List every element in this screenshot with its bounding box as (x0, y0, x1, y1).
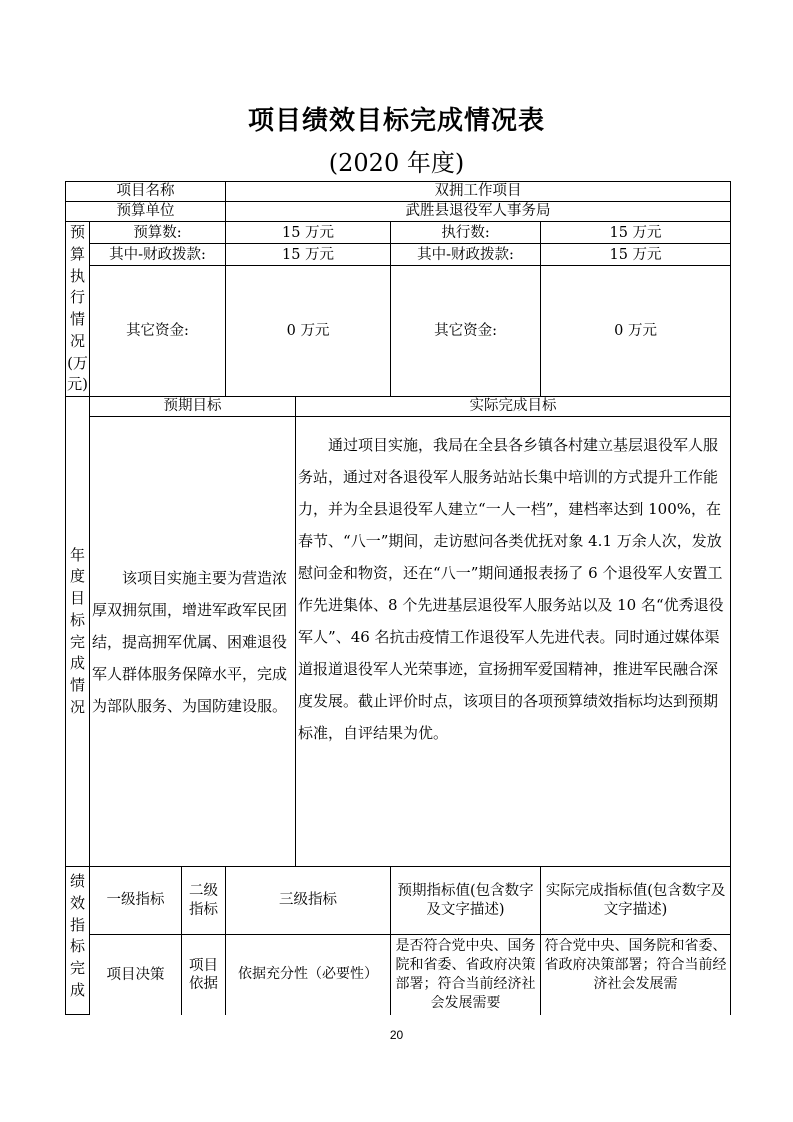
other-funds-row (66, 266, 731, 397)
budget-value: 15 万元 (226, 222, 391, 244)
budget-label: 预算数: (90, 222, 226, 244)
label-char: 元) (67, 375, 88, 394)
page-number: 20 (389, 1028, 404, 1042)
executed-value: 15 万元 (541, 222, 731, 244)
budget-exec-label (66, 222, 90, 397)
indicator-expected: 是否符合党中央、国务院和省委、省政府决策部署；符合当前经济社会发展需要 (391, 935, 541, 1015)
other-funds-exec-label: 其它资金: (391, 266, 541, 397)
label-char: 况 (69, 697, 85, 716)
page-title: 项目绩效目标完成情况表 (247, 106, 545, 136)
label-char: 年 (69, 545, 85, 564)
label-char: (万 (67, 353, 88, 372)
label-char: 度 (69, 567, 85, 586)
label-char: 况 (69, 331, 85, 350)
table-row (66, 935, 731, 1015)
fiscal-executed-value: 15 万元 (541, 244, 731, 266)
goal-content-row (66, 417, 731, 867)
label-char: 情 (69, 676, 85, 694)
project-name-label: 项目名称 (66, 182, 226, 202)
fiscal-executed-label: 其中-财政拨款: (391, 244, 541, 266)
label-char: 指 (69, 915, 85, 934)
label-char: 预 (69, 223, 85, 241)
label-char: 行 (69, 288, 85, 307)
label-char: 完 (69, 959, 85, 977)
level2-header: 二级指标 (182, 867, 226, 935)
other-funds-value: 0 万元 (226, 266, 391, 397)
label-char: 情 (69, 310, 85, 328)
budget-unit-row (66, 202, 731, 222)
label-char: 执 (69, 266, 85, 285)
indicator-level3: 依据充分性（必要性） (226, 935, 391, 1015)
other-funds-label: 其它资金: (90, 266, 226, 397)
annual-goal-label (66, 397, 90, 867)
indicator-level1: 项目决策 (90, 935, 182, 1015)
expected-goal-text: 该项目实施主要为营造浓厚双拥氛围，增进军政军民团结，提高拥军优属、困难退役军人群体服务保障水平，完成为部队服务、为国防建设服。 (90, 417, 296, 867)
other-funds-exec-value: 0 万元 (541, 266, 731, 397)
budget-row (66, 222, 731, 244)
project-name-value: 双拥工作项目 (226, 182, 731, 202)
label-char: 标 (69, 610, 85, 629)
indicator-level2: 项目依据 (182, 935, 226, 1015)
indicator-header-row (66, 867, 731, 935)
label-char: 标 (69, 937, 85, 956)
perf-indicator-label (66, 867, 90, 1015)
project-name-row (66, 182, 731, 202)
label-char: 绩 (69, 872, 85, 890)
label-char: 成 (69, 980, 85, 999)
goal-header-row (66, 397, 731, 417)
actual-indicator-header: 实际完成指标值(包含数字及文字描述) (541, 867, 731, 935)
fiscal-budget-value: 15 万元 (226, 244, 391, 266)
label-char: 效 (69, 893, 85, 912)
fiscal-budget-label: 其中-财政拨款: (90, 244, 226, 266)
indicator-actual: 符合党中央、国务院和省委、省政府决策部署；符合当前经济社会发展需 (541, 935, 731, 1015)
budget-unit-label: 预算单位 (66, 202, 226, 222)
level3-header: 三级指标 (226, 867, 391, 935)
label-char: 完 (69, 632, 85, 651)
label-char: 成 (69, 654, 85, 673)
label-char: 目 (69, 589, 85, 607)
executed-label: 执行数: (391, 222, 541, 244)
actual-goal-text: 通过项目实施，我局在全县各乡镇各村建立基层退役军人服务站，通过对各退役军人服务站站长集中培训的方式提升工作能力，并为全县退役军人建立“一人一档”，建档率达到 100%，在春节、“八一”期间，走访慰问各类优抚对象 4.1 万余人次，发放慰问金和物资，还在“八一”期间通报表扬了 6 个退役军人安置工作先进集体、8 个先进基层退役军人服务站以及 10 名“优秀退役军人”、46 名抗击疫情工作退役军人先进代表。同时通过媒体渠道报道退役军人光荣事迹，宣扬拥军爱国精神，推进军民融合深度发展。截止评价时点，该项目的各项预算绩效指标均达到预期标准，自评结果为优。 (296, 417, 731, 867)
year-subtitle: (2020 年度) (328, 149, 465, 177)
expected-goal-header: 预期目标 (90, 397, 296, 417)
level1-header: 一级指标 (90, 867, 182, 935)
performance-table (65, 181, 731, 1015)
actual-goal-header: 实际完成目标 (296, 397, 731, 417)
label-char: 算 (69, 244, 85, 263)
budget-unit-value: 武胜县退役军人事务局 (226, 202, 731, 222)
fiscal-row (66, 244, 731, 266)
expected-indicator-header: 预期指标值(包含数字及文字描述) (391, 867, 541, 935)
